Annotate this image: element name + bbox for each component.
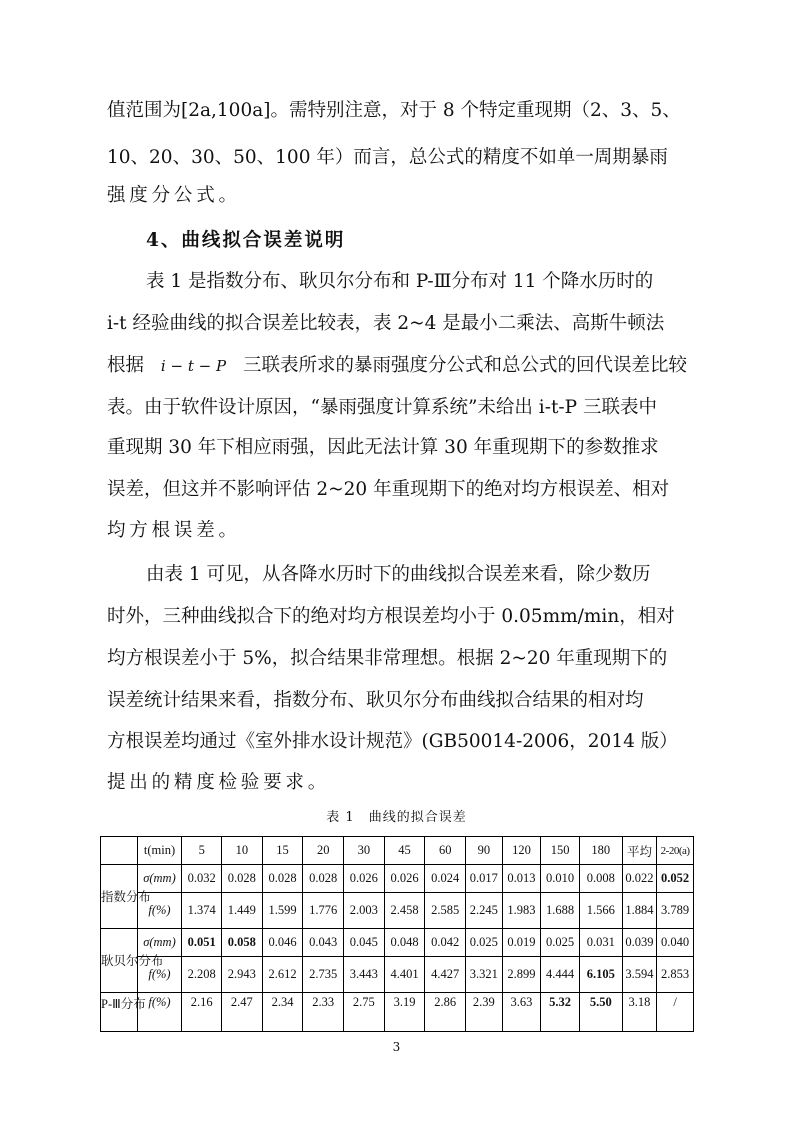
table-row [101,865,694,893]
paragraph-2-line-2: i-t 经验曲线的拟合误差比较表，表 2~4 是最小二乘法、高斯牛顿法 [107,313,665,334]
table-cell: 2.612 [262,957,303,993]
table-cell: 0.040 [657,929,694,957]
table-header-cell: 180 [579,837,622,865]
paragraph-3-line-1: 由表 1 可见，从各降水历时下的曲线拟合误差来看，除少数历 [146,564,651,585]
table-cell: 0.026 [344,865,385,893]
table-cell: 0.058 [222,929,263,957]
table-header-cell: 120 [502,837,541,865]
paragraph-2-line-4: 表。由于软件设计原因，“暴雨强度计算系统”未给出 i-t-P 三联表中 [107,397,657,418]
table-cell: 0.042 [425,929,466,957]
symbol-f: f(%) [137,893,182,929]
table-cell: 0.024 [425,865,466,893]
table-row [101,929,694,957]
table-cell: 2.33 [303,993,344,1032]
fitting-error-table [100,836,694,1032]
table-header-cell: 20 [303,837,344,865]
paragraph-3-line-2: 时外，三种曲线拟合下的绝对均方根误差均小于 0.05mm/min，相对 [107,606,675,627]
group-label-gumbel: 耿贝尔分布 [101,929,138,993]
table-cell: 2.458 [384,893,425,929]
table-cell: 3.594 [622,957,657,993]
table-cell: 2.735 [303,957,344,993]
table-cell: 0.048 [384,929,425,957]
paragraph-3-line-6: 提出的精度检验要求。 [107,772,331,793]
symbol-f: f(%) [137,993,182,1032]
table-cell: 0.025 [541,929,580,957]
table-cell: 4.401 [384,957,425,993]
table-corner-cell [101,837,138,865]
table-header-cell: 90 [466,837,503,865]
table-row [101,993,694,1032]
paragraph-3-line-3: 均方根误差小于 5%，拟合结果非常理想。根据 2~20 年重现期下的 [107,648,668,669]
symbol-f: f(%) [137,957,182,993]
table-cell: 0.026 [384,865,425,893]
paragraph-3-line-4: 误差统计结果来看，指数分布、耿贝尔分布曲线拟合结果的相对均 [107,690,644,711]
table-cell: 0.013 [502,865,541,893]
table-header-row [101,837,694,865]
paragraph-1-line-3: 强度分公式。 [107,185,241,206]
table-cell: 0.043 [303,929,344,957]
table-row [101,893,694,929]
group-label-p3: P-Ⅲ分布 [101,993,138,1032]
table-cell: 2.75 [344,993,385,1032]
table-cell: 1.566 [579,893,622,929]
table-cell: 3.18 [622,993,657,1032]
paragraph-2-line-6: 误差，但这并不影响评估 2~20 年重现期下的绝对均方根误差、相对 [107,479,670,500]
table-cell: 0.022 [622,865,657,893]
table-cell: 0.028 [262,865,303,893]
table-cell: 0.052 [657,865,694,893]
table-cell: 2.003 [344,893,385,929]
table-cell: 2.585 [425,893,466,929]
table-cell: / [657,993,694,1032]
table-row [101,957,694,993]
paragraph-2-line-7: 均方根误差。 [107,520,241,541]
paragraph-2-line-3: 根据 i − t − P 三联表所求的暴雨强度分公式和总公式的回代误差比较 [107,355,687,376]
table-cell: 3.321 [466,957,503,993]
table-header-cell: 2-20(a) [657,837,694,865]
table-header-cell: 30 [344,837,385,865]
table-cell: 0.017 [466,865,503,893]
table-cell: 2.899 [502,957,541,993]
table-cell: 0.046 [262,929,303,957]
table-header-cell: t(min) [137,837,182,865]
table-header-cell: 45 [384,837,425,865]
table-cell: 2.208 [182,957,222,993]
symbol-sigma: σ(mm) [137,865,182,893]
page-number: 3 [392,1040,401,1054]
table-cell: 4.444 [541,957,580,993]
paragraph-2-line-5: 重现期 30 年下相应雨强，因此无法计算 30 年重现期下的参数推求 [107,437,659,458]
table-cell: 1.884 [622,893,657,929]
section-heading: 4、曲线拟合误差说明 [146,230,346,251]
symbol-sigma: σ(mm) [137,929,182,957]
table-cell: 2.39 [466,993,503,1032]
table-cell: 1.983 [502,893,541,929]
table-cell: 1.374 [182,893,222,929]
table-cell: 2.86 [425,993,466,1032]
table-cell: 0.010 [541,865,580,893]
table-cell: 0.028 [222,865,263,893]
table-cell: 2.245 [466,893,503,929]
table-header-cell: 15 [262,837,303,865]
formula-i-t-p: i − t − P [160,357,227,375]
table-cell: 5.32 [541,993,580,1032]
table-caption: 表 1 曲线的拟合误差 [326,810,467,825]
table-cell: 2.853 [657,957,694,993]
table-cell: 4.427 [425,957,466,993]
table-cell: 0.051 [182,929,222,957]
table-cell: 3.19 [384,993,425,1032]
table-cell: 1.776 [303,893,344,929]
table-cell: 0.045 [344,929,385,957]
table-cell: 3.789 [657,893,694,929]
table-cell: 2.943 [222,957,263,993]
paragraph-1-line-2: 10、20、30、50、100 年）而言，总公式的精度不如单一周期暴雨 [107,147,668,168]
table-cell: 6.105 [579,957,622,993]
table-header-cell: 10 [222,837,263,865]
table-header-cell: 60 [425,837,466,865]
group-label-exp: 指数分布 [101,865,138,929]
table-header-cell: 150 [541,837,580,865]
table-header-cell: 平均 [622,837,657,865]
table-cell: 0.039 [622,929,657,957]
table-cell: 2.47 [222,993,263,1032]
paragraph-2-line-1: 表 1 是指数分布、耿贝尔分布和 P-Ⅲ分布对 11 个降水历时的 [146,271,654,292]
table-cell: 1.688 [541,893,580,929]
paragraph-1-line-1: 值范围为[2a,100a]。需特别注意，对于 8 个特定重现期（2、3、5、 [107,100,681,121]
table-cell: 0.031 [579,929,622,957]
table-cell: 5.50 [579,993,622,1032]
table-cell: 0.032 [182,865,222,893]
table-cell: 1.449 [222,893,263,929]
table-cell: 2.16 [182,993,222,1032]
table-cell: 3.63 [502,993,541,1032]
table-cell: 0.019 [502,929,541,957]
table-cell: 3.443 [344,957,385,993]
paragraph-3-line-5: 方根误差均通过《室外排水设计规范》(GB50014-2006，2014 版） [107,731,678,752]
table-cell: 0.025 [466,929,503,957]
table-cell: 0.008 [579,865,622,893]
table-cell: 2.34 [262,993,303,1032]
table-cell: 1.599 [262,893,303,929]
table-header-cell: 5 [182,837,222,865]
table-cell: 0.028 [303,865,344,893]
